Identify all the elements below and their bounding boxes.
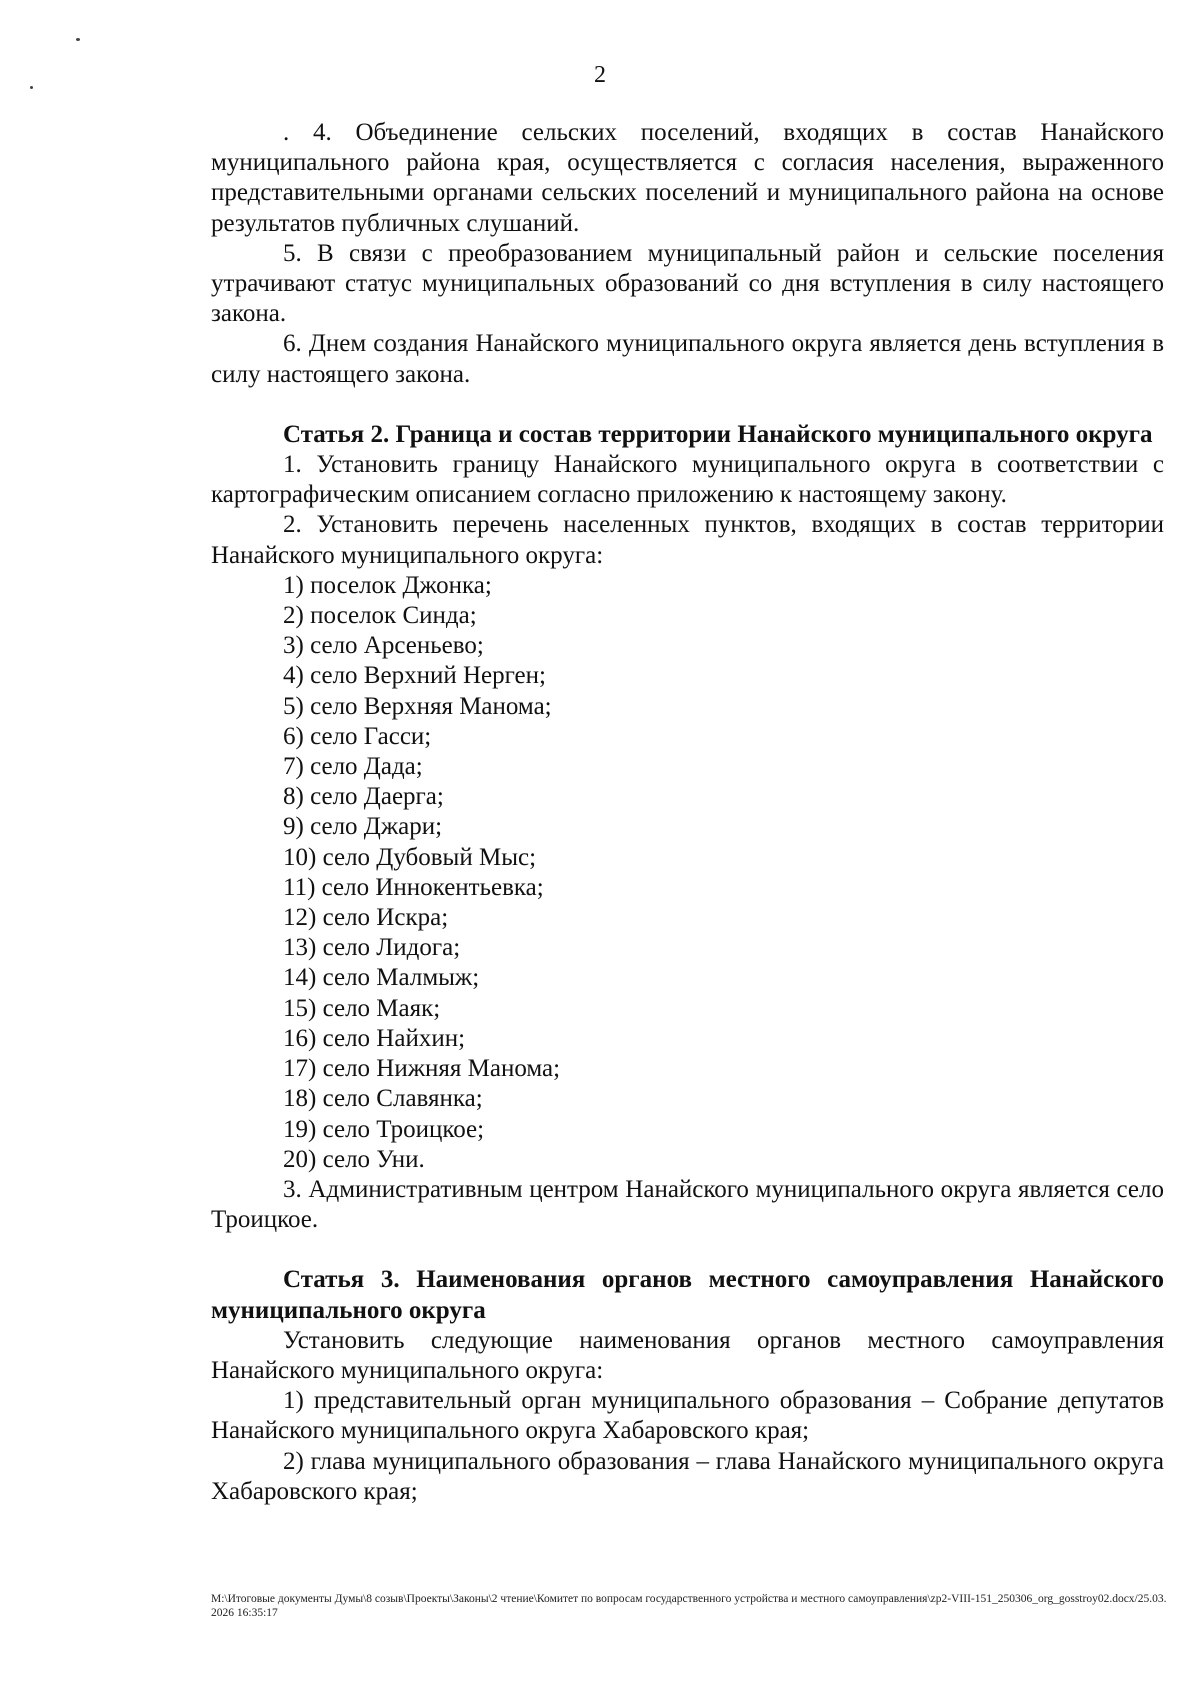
list-item: 18) село Славянка; bbox=[283, 1085, 483, 1113]
paragraph-4: . 4. Объединение сельских поселений, входящих в состав Нанайского муниципального района края, осуществляется с согласия населения, выраженного представительными органами сельских поселений и муниципального района на основе результатов публичных слушаний. bbox=[211, 119, 1164, 237]
article-3-item-2: 2) глава муниципального образования – глава Нанайского муниципального округа Хабаровского края; bbox=[211, 1447, 1164, 1505]
article-2-paragraph-1: 1. Установить границу Нанайского муниципального округа в соответствии с картографическим описанием согласно приложению к настоящему закону. bbox=[211, 451, 1164, 509]
list-item: 6) село Гасси; bbox=[283, 722, 432, 750]
list-item: 2) поселок Синда; bbox=[283, 602, 477, 630]
list-item: 14) село Малмыж; bbox=[283, 964, 480, 992]
article-2-paragraph-2: 2. Установить перечень населенных пунктов, входящих в состав территории Нанайского муниципального округа: bbox=[211, 511, 1164, 569]
list-item: 3) село Арсеньево; bbox=[283, 632, 484, 660]
article-2-heading: Статья 2. Граница и состав территории Нанайского муниципального округа bbox=[283, 420, 1153, 448]
list-item: 17) село Нижняя Манома; bbox=[283, 1055, 561, 1083]
list-item: 19) село Троицкое; bbox=[283, 1115, 485, 1143]
document-file-path-footer: M:\Итоговые документы Думы\8 созыв\Проекты\Законы\2 чтение\Комитет по вопросам государственного устройства и местного самоуправления\zp2-VIII-151_250306_org_gosstroy02.docx/25.03.2026 16:35:17 bbox=[211, 1593, 1167, 1619]
list-item: 7) село Дада; bbox=[283, 753, 423, 781]
list-item: 4) село Верхний Нерген; bbox=[283, 662, 546, 690]
article-3-item-1: 1) представительный орган муниципального образования – Собрание депутатов Нанайского муниципального округа Хабаровского края; bbox=[211, 1387, 1164, 1445]
settlement-list bbox=[211, 571, 1164, 1175]
paragraph-5: 5. В связи с преобразованием муниципальный район и сельские поселения утрачивают статус муниципальных образований со дня вступления в силу настоящего закона. bbox=[211, 239, 1164, 328]
list-item: 15) село Маяк; bbox=[283, 994, 441, 1022]
scan-speck bbox=[76, 38, 80, 41]
article-2-paragraph-3: 3. Административным центром Нанайского муниципального округа является село Троицкое. bbox=[211, 1175, 1164, 1234]
list-item: 1) поселок Джонка; bbox=[283, 571, 492, 599]
list-item: 12) село Искра; bbox=[283, 904, 449, 932]
list-item: 8) село Даерга; bbox=[283, 783, 444, 811]
page-number: 2 bbox=[594, 62, 606, 88]
article-3-heading: Статья 3. Наименования органов местного самоуправления Нанайского муниципального округа bbox=[211, 1266, 1164, 1324]
article-3-intro: Установить следующие наименования органов местного самоуправления Нанайского муниципального округа: bbox=[211, 1326, 1164, 1384]
document-body bbox=[211, 118, 1164, 1507]
list-item: 16) село Найхин; bbox=[283, 1024, 466, 1052]
list-item: 9) село Джари; bbox=[283, 813, 443, 841]
list-item: 10) село Дубовый Мыс; bbox=[283, 843, 537, 871]
list-item: 13) село Лидога; bbox=[283, 934, 461, 962]
list-item: 5) село Верхняя Манома; bbox=[283, 692, 552, 720]
list-item: 20) село Уни. bbox=[283, 1145, 425, 1173]
list-item: 11) село Иннокентьевка; bbox=[283, 873, 544, 901]
paragraph-6: 6. Днем создания Нанайского муниципального округа является день вступления в силу настоящего закона. bbox=[211, 330, 1164, 388]
